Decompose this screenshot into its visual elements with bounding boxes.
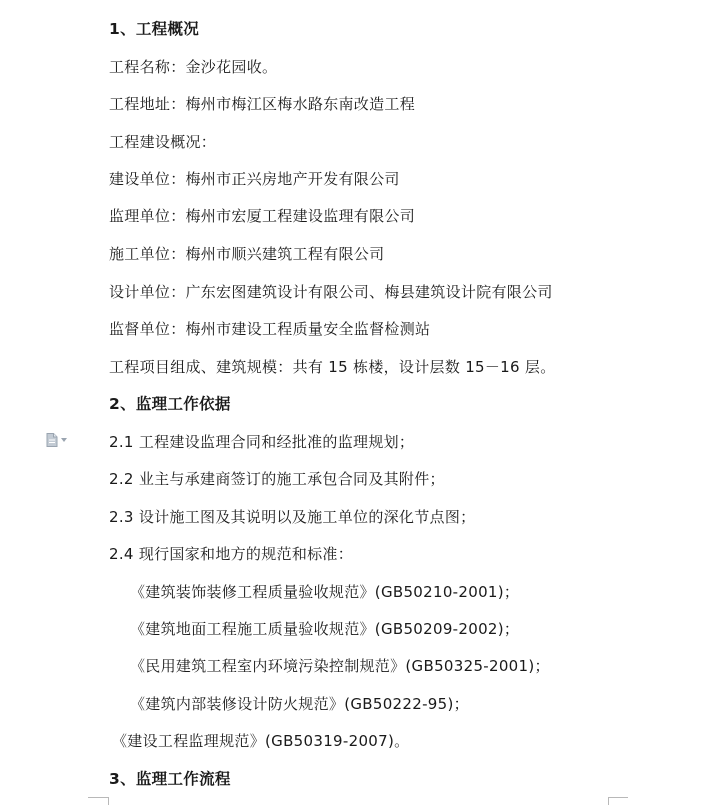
page-corner-mark-left-vertical xyxy=(108,797,109,805)
page-corner-mark-right-vertical xyxy=(608,797,609,805)
builder-line: 建设单位：梅州市正兴房地产开发有限公司 xyxy=(109,170,400,188)
section-heading-1: 1、工程概况 xyxy=(109,20,200,38)
document-icon xyxy=(46,433,58,447)
overview-line: 工程建设概况： xyxy=(109,133,217,151)
section-heading-3: 3、监理工作流程 xyxy=(109,770,231,788)
paragraph-menu[interactable] xyxy=(46,432,74,448)
standard-item: 《建筑内部装修设计防火规范》(GB50222-95)； xyxy=(130,695,469,713)
list-item-2-2: 2.2 业主与承建商签订的施工承包合同及其附件； xyxy=(109,470,445,488)
standard-item: 《民用建筑工程室内环境污染控制规范》(GB50325-2001)； xyxy=(130,657,550,675)
list-item-2-1: 2.1 工程建设监理合同和经批准的监理规划； xyxy=(109,433,415,451)
project-name-line: 工程名称：金沙花园收。 xyxy=(109,58,278,76)
standard-item: 《建筑地面工程施工质量验收规范》(GB50209-2002)； xyxy=(130,620,520,638)
constructor-line: 施工单位：梅州市顺兴建筑工程有限公司 xyxy=(109,245,385,263)
list-item-2-4: 2.4 现行国家和地方的规范和标准： xyxy=(109,545,354,563)
scale-line: 工程项目组成、建筑规模：共有 15 栋楼，设计层数 15－16 层。 xyxy=(109,358,556,376)
chevron-down-icon xyxy=(61,438,67,442)
list-item-2-3: 2.3 设计施工图及其说明以及施工单位的深化节点图； xyxy=(109,508,476,526)
section-heading-2: 2、监理工作依据 xyxy=(109,395,231,413)
standard-item: 《建筑装饰装修工程质量验收规范》(GB50210-2001)； xyxy=(130,583,520,601)
project-address-line: 工程地址：梅州市梅江区梅水路东南改造工程 xyxy=(109,95,416,113)
standard-item: 《建设工程监理规范》(GB50319-2007)。 xyxy=(112,732,410,750)
oversight-line: 监督单位：梅州市建设工程质量安全监督检测站 xyxy=(109,320,431,338)
supervisor-line: 监理单位：梅州市宏厦工程建设监理有限公司 xyxy=(109,207,416,225)
designer-line: 设计单位：广东宏图建筑设计有限公司、梅县建筑设计院有限公司 xyxy=(109,283,553,301)
